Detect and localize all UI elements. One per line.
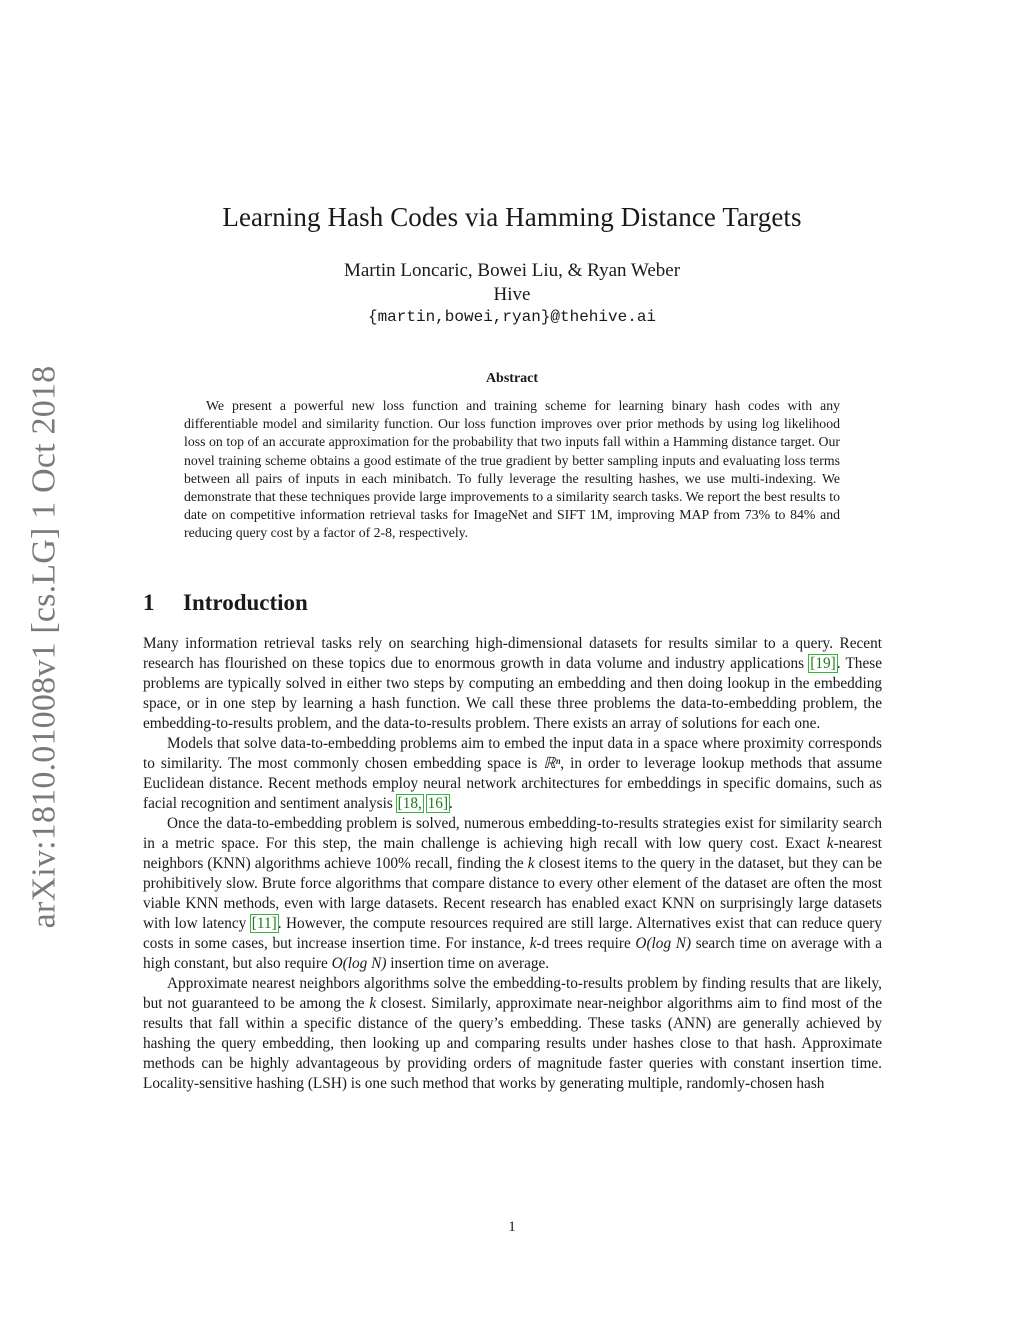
math-inline: k [527, 855, 535, 872]
paragraph-2: Models that solve data-to-embedding problems aim to embed the input data in a space where proximity corresponds to similarity. The most commonly chosen embedding space is ℝⁿ, in order to leverage lookup methods that assume Euclidean distance. Recent methods employ neural network architectures for embeddings in specific domains, such as facial recognition and sentiment analysis [18, 16]. [143, 735, 882, 812]
author-list: Martin Loncaric, Bowei Liu, & Ryan Weber [343, 260, 681, 281]
section-title: Introduction [183, 590, 308, 615]
citation-link[interactable]: [18, [397, 795, 422, 812]
paragraph-3: Once the data-to-embedding problem is solved, numerous embedding-to-results strategies exist for similarity search in a metric space. For this step, the main challenge is achieving high recall with low query cost. Exact k-nearest neighbors (KNN) algorithms achieve 100% recall, finding the k closest items to the query in the dataset, but they can be prohibitively slow. Brute force algorithms that compare distance to every other element of the dataset are often the most viable KNN methods, even with large datasets. Recent research has enabled exact KNN on surprisingly large datasets with low latency [11]. However, the compute resources required are still large. Alternatives exist that can reduce query costs in some cases, but increase insertion time. For instance, k-d trees require O(log N) search time on average with a high constant, but also require O(log N) insertion time on average. [143, 815, 883, 972]
page-number: 1 [508, 1219, 516, 1235]
math-inline: k [529, 935, 537, 952]
arxiv-identifier-stamp [14, 362, 74, 932]
affiliation: Hive [493, 284, 531, 305]
math-inline: ℝⁿ [543, 755, 561, 772]
arxiv-identifier: arXiv:1810.01008v1 [cs.LG] 1 Oct 2018 [25, 365, 63, 929]
citation-link[interactable]: [19] [810, 655, 836, 672]
citation-link[interactable]: 16] [427, 795, 449, 812]
math-inline: O(log N) [635, 935, 692, 952]
section-body [143, 634, 882, 1094]
paragraph-4: Approximate nearest neighbors algorithms solve the embedding-to-results problem by finding results that are likely, but not guaranteed to be among the k closest. Similarly, approximate near-neighbor algorithms aim to find most of the results that fall within a specific distance of the query’s embedding. These tasks (ANN) are generally achieved by hashing the query embedding, then looking up and comparing results under hashes close to that hash. Approximate methods can be highly advantageous by providing orders of magnitude faster queries with constant insertion time. Locality-sensitive hashing (LSH) is one such method that works by generating multiple, randomly-chosen hash [143, 975, 882, 1092]
author-email: {martin,bowei,ryan}@thehive.ai [367, 308, 657, 326]
abstract-heading: Abstract [485, 371, 539, 386]
section-heading [143, 590, 308, 616]
abstract-text: We present a powerful new loss function and training scheme for learning binary hash codes with any differentiable model and similarity function. Our loss function improves over prior methods by using log likelihood loss on top of an accurate approximation for the probability that two inputs fall within a Hamming distance target. Our novel training scheme obtains a good estimate of the true gradient by better sampling inputs and evaluating loss terms between all pairs of inputs in each minibatch. To fully leverage the resulting hashes, we use multi-indexing. We demonstrate that these techniques provide large improvements to a similarity search tasks. We report the best results to date on competitive information retrieval tasks for ImageNet and SIFT 1M, improving MAP from 73% to 84% and reducing query cost by a factor of 2-8, respectively. [184, 398, 840, 541]
paragraph-1: Many information retrieval tasks rely on searching high-dimensional datasets for results similar to a query. Recent research has flourished on these topics due to enormous growth in data volume and industry applications [19]. These problems are typically solved in either two steps by computing an embedding and then doing lookup in the embedding space, or in one step by learning a hash function. We call these three problems the data-to-embedding problem, the embedding-to-results problem, and the data-to-results problem. There exists an array of solutions for each one. [143, 635, 882, 732]
citation-link[interactable]: [11] [251, 915, 277, 932]
section-number: 1 [143, 590, 155, 615]
math-inline: O(log N) [331, 955, 387, 972]
math-inline: k [826, 835, 834, 852]
paper-title: Learning Hash Codes via Hamming Distance Targets [222, 202, 802, 232]
math-inline: k [369, 995, 377, 1012]
